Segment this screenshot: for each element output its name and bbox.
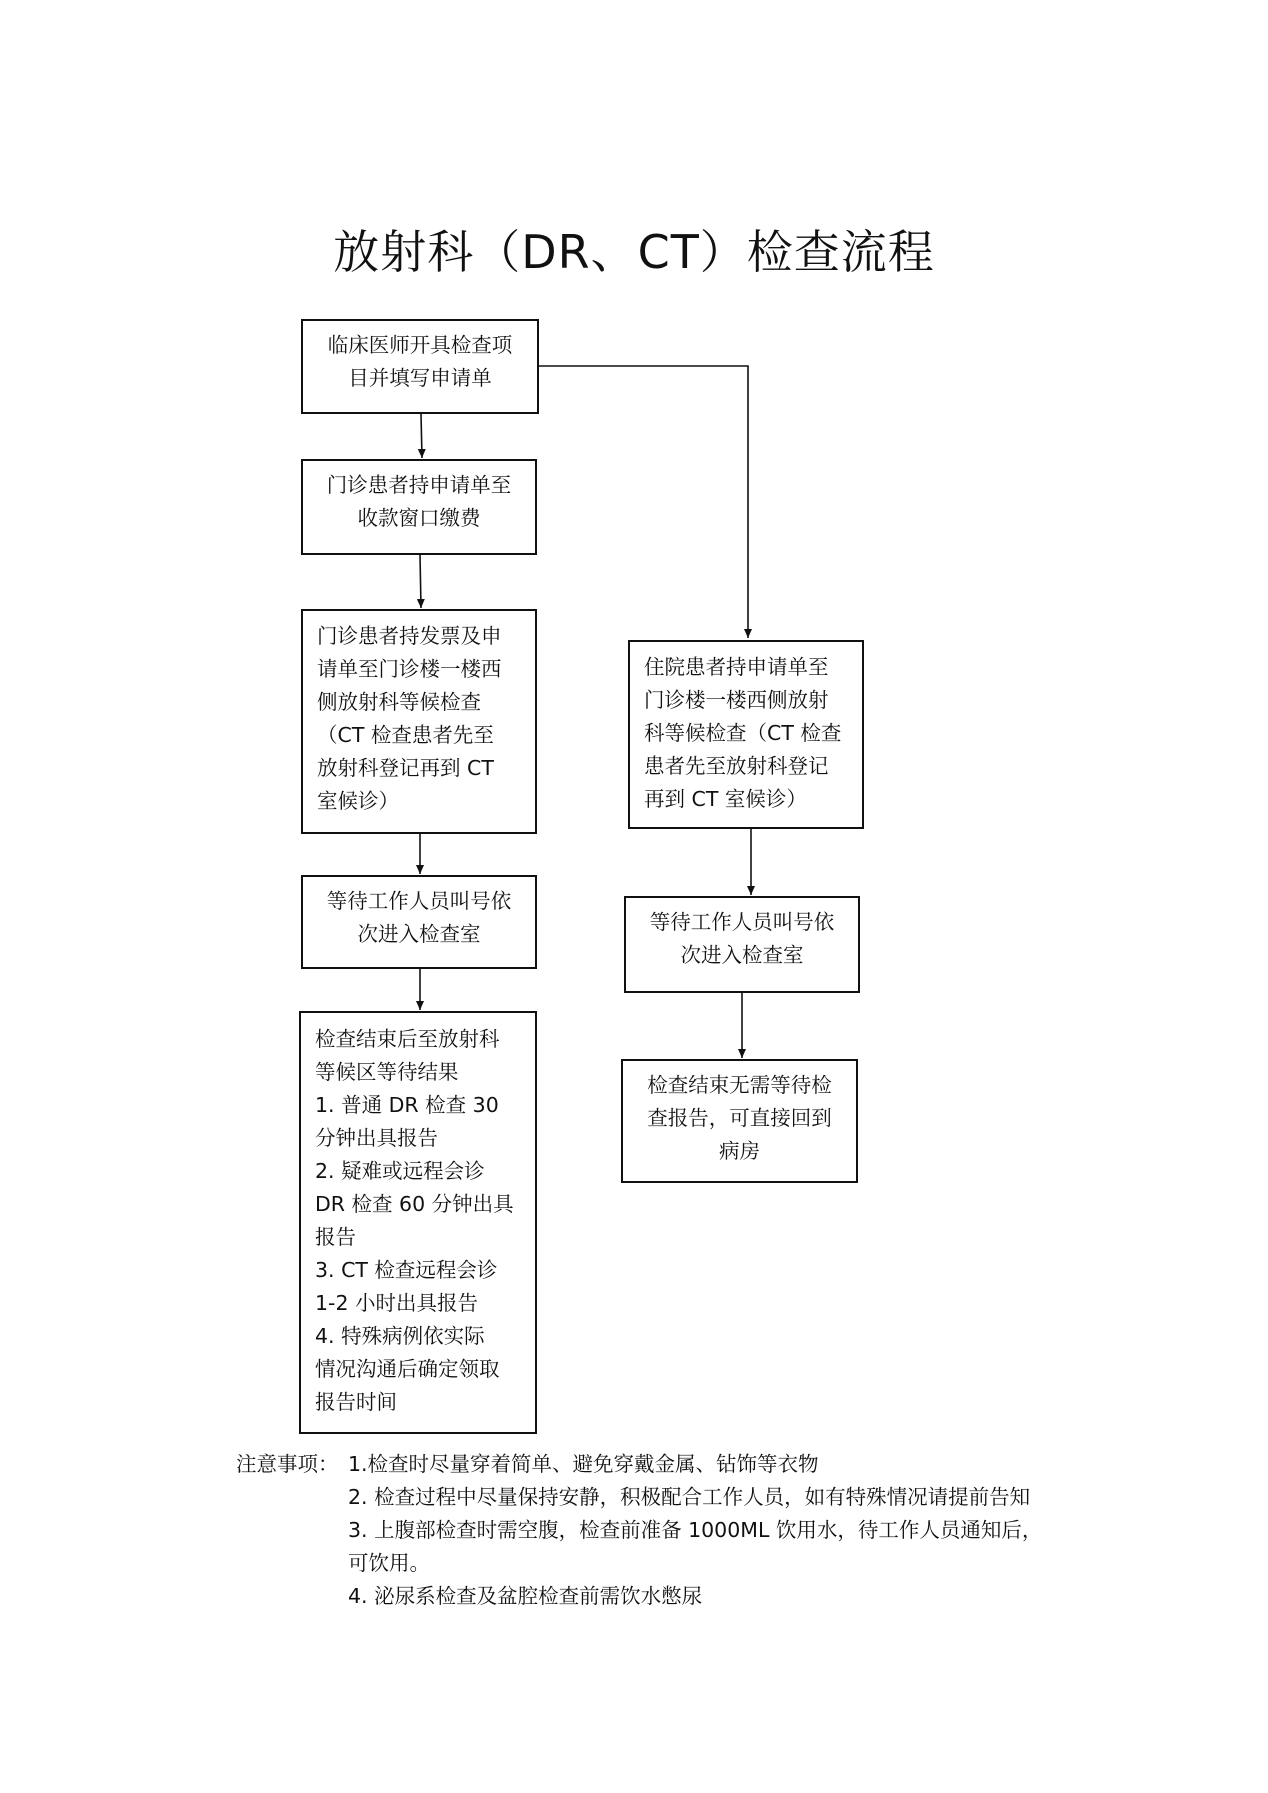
note-item: 2. 检查过程中尽量保持安静，积极配合工作人员，如有特殊情况请提前告知 [348,1485,1031,1509]
inpatient-waiting-box: 住院患者持申请单至 门诊楼一楼西侧放射 科等候检查（CT 检查 患者先至放射科登记 再到 CT 室候诊） [628,640,864,829]
arrow-payment-to-waiting-outpatient [420,555,421,608]
arrow-start-to-inpatient [538,366,748,638]
notes-label: 注意事项： [236,1452,339,1476]
note-row-first [236,1448,1042,1481]
arrow-start-to-payment [421,414,422,458]
note-item: 1.检查时尽量穿着简单、避免穿戴金属、钻饰等衣物 [348,1452,819,1476]
outpatient-call-box: 等待工作人员叫号依 次进入检查室 [301,875,537,969]
page-title: 放射科（DR、CT）检查流程 [333,225,935,279]
start-box: 临床医师开具检查项 目并填写申请单 [301,319,539,414]
outpatient-result-box: 检查结束后至放射科 等候区等待结果 1. 普通 DR 检查 30 分钟出具报告 2. 疑难或远程会诊 DR 检查 60 分钟出具 报告 3. CT 检查远程会诊 1-2 小时出具报告 4. 特殊病例依实际 情况沟通后确定领取 报告时间 [299,1011,537,1434]
note-item: 3. 上腹部检查时需空腹，检查前准备 1000ML 饮用水，待工作人员通知后， 可饮用。 [348,1518,1043,1575]
notes-section [236,1448,1042,1613]
outpatient-waiting-box: 门诊患者持发票及申 请单至门诊楼一楼西 侧放射科等候检查 （CT 检查患者先至 放射科登记再到 CT 室候诊） [301,609,537,834]
inpatient-call-box: 等待工作人员叫号依 次进入检查室 [624,896,860,993]
note-item: 4. 泌尿系检查及盆腔检查前需饮水憋尿 [348,1584,703,1608]
outpatient-payment-box: 门诊患者持申请单至 收款窗口缴费 [301,459,537,555]
inpatient-result-box: 检查结束无需等待检 查报告，可直接回到 病房 [621,1059,858,1183]
